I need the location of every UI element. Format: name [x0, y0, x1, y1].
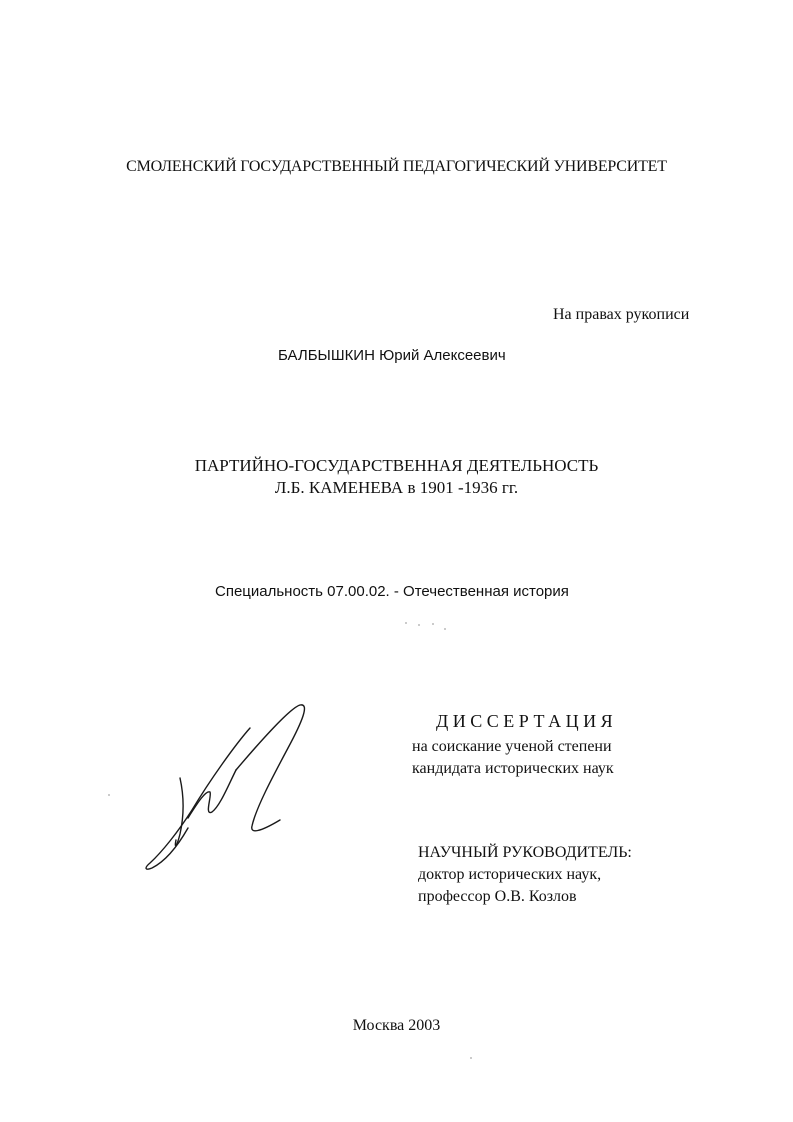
dissertation-degree-line-1: на соискание ученой степени	[412, 738, 612, 755]
supervisor-name: профессор О.В. Козлов	[418, 888, 577, 905]
specialty: Специальность 07.00.02. - Отечественная история	[215, 583, 569, 600]
supervisor-degree: доктор исторических наук,	[418, 866, 602, 883]
handwritten-signature	[140, 700, 330, 875]
author-name: БАЛБЫШКИН Юрий Алексеевич	[278, 347, 506, 364]
manuscript-note: На правах рукописи	[553, 306, 690, 323]
scan-speck	[470, 1057, 472, 1059]
scan-speck	[418, 624, 420, 626]
scan-speck	[108, 794, 110, 796]
scan-speck	[405, 622, 407, 624]
dissertation-title-line-2: Л.Б. КАМЕНЕВА в 1901 -1936 гг.	[274, 478, 519, 497]
city-and-year: Москва 2003	[352, 1017, 441, 1034]
scan-speck	[444, 628, 446, 630]
dissertation-title-line-1: ПАРТИЙНО-ГОСУДАРСТВЕННАЯ ДЕЯТЕЛЬНОСТЬ	[194, 456, 599, 475]
supervisor-heading: НАУЧНЫЙ РУКОВОДИТЕЛЬ:	[418, 844, 632, 861]
dissertation-heading: ДИССЕРТАЦИЯ	[436, 711, 618, 731]
scan-speck	[432, 623, 434, 625]
university-name: СМОЛЕНСКИЙ ГОСУДАРСТВЕННЫЙ ПЕДАГОГИЧЕСКИЙ УНИВЕРСИТЕТ	[126, 158, 667, 175]
dissertation-degree-line-2: кандидата исторических наук	[412, 760, 614, 777]
